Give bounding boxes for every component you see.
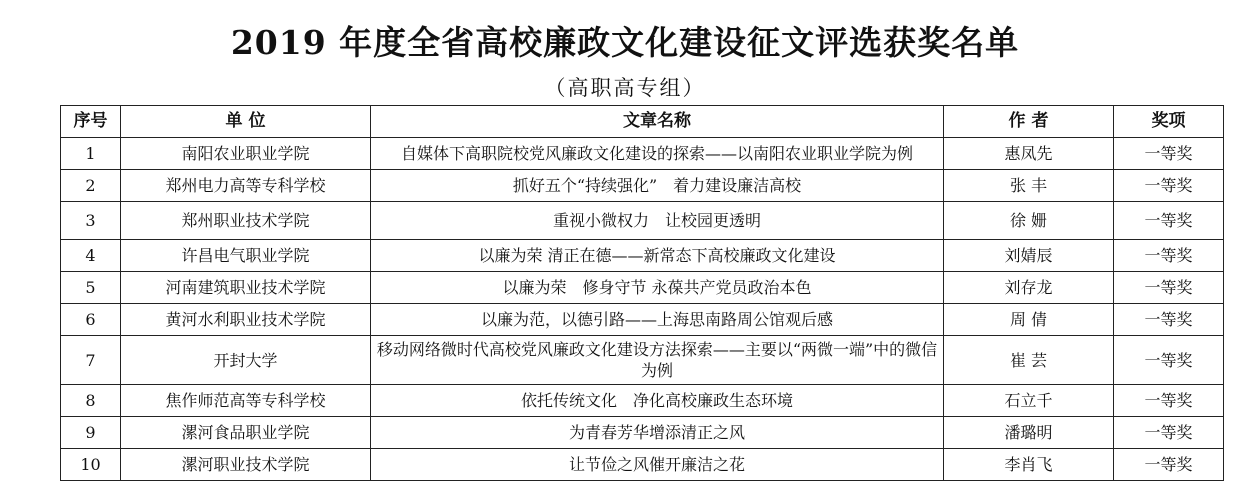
cell-index: 6 [61,304,121,336]
cell-award: 一等奖 [1114,449,1224,481]
cell-article: 让节俭之风催开廉洁之花 [371,449,944,481]
cell-index: 8 [61,385,121,417]
cell-article: 以廉为荣 修身守节 永葆共产党员政治本色 [371,272,944,304]
cell-author: 周 倩 [944,304,1114,336]
cell-award: 一等奖 [1114,336,1224,385]
cell-unit: 河南建筑职业技术学院 [121,272,371,304]
table-row [61,304,1224,336]
cell-award: 一等奖 [1114,304,1224,336]
cell-award: 一等奖 [1114,272,1224,304]
cell-unit: 南阳农业职业学院 [121,138,371,170]
document-subtitle: （高职高专组） [544,76,706,100]
table-row [61,138,1224,170]
cell-article: 抓好五个“持续强化” 着力建设廉洁高校 [371,170,944,202]
table-header-row [61,106,1224,138]
cell-index: 7 [61,336,121,385]
cell-unit: 漯河食品职业学院 [121,417,371,449]
cell-unit: 漯河职业技术学院 [121,449,371,481]
cell-unit: 许昌电气职业学院 [121,240,371,272]
cell-index: 1 [61,138,121,170]
cell-unit: 焦作师范高等专科学校 [121,385,371,417]
cell-award: 一等奖 [1114,385,1224,417]
cell-unit: 黄河水利职业技术学院 [121,304,371,336]
cell-author: 刘婧辰 [944,240,1114,272]
table-row [61,417,1224,449]
cell-unit: 郑州职业技术学院 [121,202,371,240]
table-row [61,385,1224,417]
column-header-author: 作 者 [944,106,1114,138]
table-row [61,170,1224,202]
cell-award: 一等奖 [1114,138,1224,170]
cell-article: 自媒体下高职院校党风廉政文化建设的探索——以南阳农业职业学院为例 [371,138,944,170]
cell-article: 以廉为范，以德引路——上海思南路周公馆观后感 [371,304,944,336]
cell-author: 潘璐明 [944,417,1114,449]
cell-unit: 郑州电力高等专科学校 [121,170,371,202]
cell-article: 重视小微权力 让校园更透明 [371,202,944,240]
cell-article: 移动网络微时代高校党风廉政文化建设方法探索——主要以“两微一端”中的微信为例 [371,336,944,385]
table-row [61,202,1224,240]
cell-award: 一等奖 [1114,240,1224,272]
document-title: 2019 年度全省高校廉政文化建设征文评选获奖名单 [230,23,1020,62]
cell-award: 一等奖 [1114,202,1224,240]
cell-award: 一等奖 [1114,417,1224,449]
cell-author: 崔 芸 [944,336,1114,385]
cell-award: 一等奖 [1114,170,1224,202]
cell-index: 10 [61,449,121,481]
table-row [61,449,1224,481]
cell-article: 为青春芳华增添清正之风 [371,417,944,449]
cell-author: 张 丰 [944,170,1114,202]
column-header-article: 文章名称 [371,106,944,138]
cell-article: 以廉为荣 清正在德——新常态下高校廉政文化建设 [371,240,944,272]
table-row [61,336,1224,385]
cell-author: 李肖飞 [944,449,1114,481]
cell-index: 5 [61,272,121,304]
table-row [61,240,1224,272]
awards-table [60,105,1224,481]
column-header-index: 序号 [61,106,121,138]
cell-unit: 开封大学 [121,336,371,385]
cell-index: 3 [61,202,121,240]
column-header-unit: 单 位 [121,106,371,138]
cell-article: 依托传统文化 净化高校廉政生态环境 [371,385,944,417]
cell-author: 徐 姗 [944,202,1114,240]
cell-author: 惠凤先 [944,138,1114,170]
table-row [61,272,1224,304]
cell-index: 2 [61,170,121,202]
cell-author: 刘存龙 [944,272,1114,304]
column-header-award: 奖项 [1114,106,1224,138]
cell-author: 石立千 [944,385,1114,417]
cell-index: 9 [61,417,121,449]
cell-index: 4 [61,240,121,272]
